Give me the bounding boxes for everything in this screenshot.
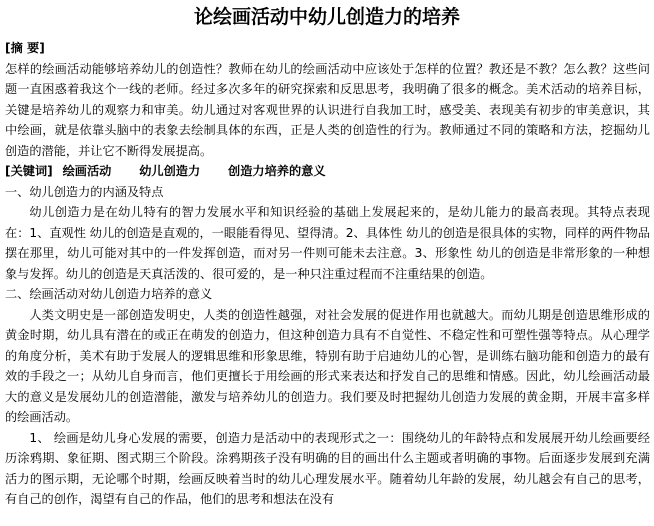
abstract-heading: [摘 要] [5, 41, 45, 55]
abstract-paragraph: 怎样的绘画活动能够培养幼儿的创造性？教师在幼儿的绘画活动中应该处于怎样的位置？教还是不教？怎么教？这些问题一直困惑着我这个一线的老师。经过多次多年的研究探索和反思思考，我明确了很多的概念。美术活动的培养目标，关键是培养幼儿的观察力和审美。幼儿通过对客观世界的认识进行自我加工时，感受美、表现美有初步的审美意识，其中绘画，就是依靠头脑中的表象去绘制具体的东西，正是人类的创造性的行为。教师通过不同的策略和方法，挖掘幼儿创造的潜能，并让它不断得发展提高。 [5, 61, 650, 158]
document-title: 论绘画活动中幼儿创造力的培养 [193, 6, 460, 28]
section-heading: 一、幼儿创造力的内涵及特点 [5, 184, 164, 199]
keywords-line [5, 161, 650, 182]
keyword-item: 创造力培养的意义 [228, 164, 326, 178]
keyword-item: 绘画活动 [62, 164, 112, 178]
section-heading: 二、绘画活动对幼儿创造力培养的意义 [5, 287, 213, 301]
keyword-item: 幼儿创造力 [139, 164, 201, 178]
keywords-label: [关键词] [5, 164, 53, 178]
document-body [5, 38, 650, 510]
section-paragraph: 幼儿创造力是在幼儿特有的智力发展水平和知识经验的基础上发展起来的，是幼儿能力的最高表现。其特点表现在：1、直观性 幼儿的创造是直观的，一眼能看得见、望得清。2、具体性 幼儿的创造是很具体的实物，同样的两件物品摆在那里，幼儿可能对其中的一件发挥创造，而对另一件则可能未去注意。3、形象性 幼儿的创造是非常形象的一种想象与发挥。幼儿的创造是天真活泼的、很可爱的，是一种只注重过程而不注重结果的创造。 [5, 205, 650, 281]
section-paragraph: 1、 绘画是幼儿身心发展的需要，创造力是活动中的表现形式之一：围绕幼儿的年龄特点和发展展开幼儿绘画要经历涂鸦期、象征期、图式期三个阶段。涂鸦期孩子没有明确的目的画出什么主题或者明确的事物。后面逐步发展到充满活力的图示期，无论哪个时期，绘画反映着当时的幼儿心理发展水平。随着幼儿年龄的发展，幼儿越会有自己的思考，有自己的创作，渴望有自己的作品，他们的思考和想法在没有 [5, 430, 650, 506]
section-paragraph: 人类文明史是一部创造发明史，人类的创造性越强，对社会发展的促进作用也就越大。而幼儿期是创造思维形成的黄金时期，幼儿具有潜在的或正在萌发的创造力，但这种创造力具有不自觉性、不稳定性和可塑性强等特点。从心理学的角度分析，美术有助于发展人的逻辑思维和形象思维，特别有助于启迪幼儿的心智，是训练右脑功能和创造力的最有效的手段之一；从幼儿自身而言，他们更擅长于用绘画的形式来表达和抒发自己的思维和情感。因此，幼儿绘画活动最大的意义是发展幼儿的创造潜能，激发与培养幼儿的创造力。我们要及时把握幼儿创造力发展的黄金期，开展丰富多样的绘画活动。 [5, 307, 650, 424]
